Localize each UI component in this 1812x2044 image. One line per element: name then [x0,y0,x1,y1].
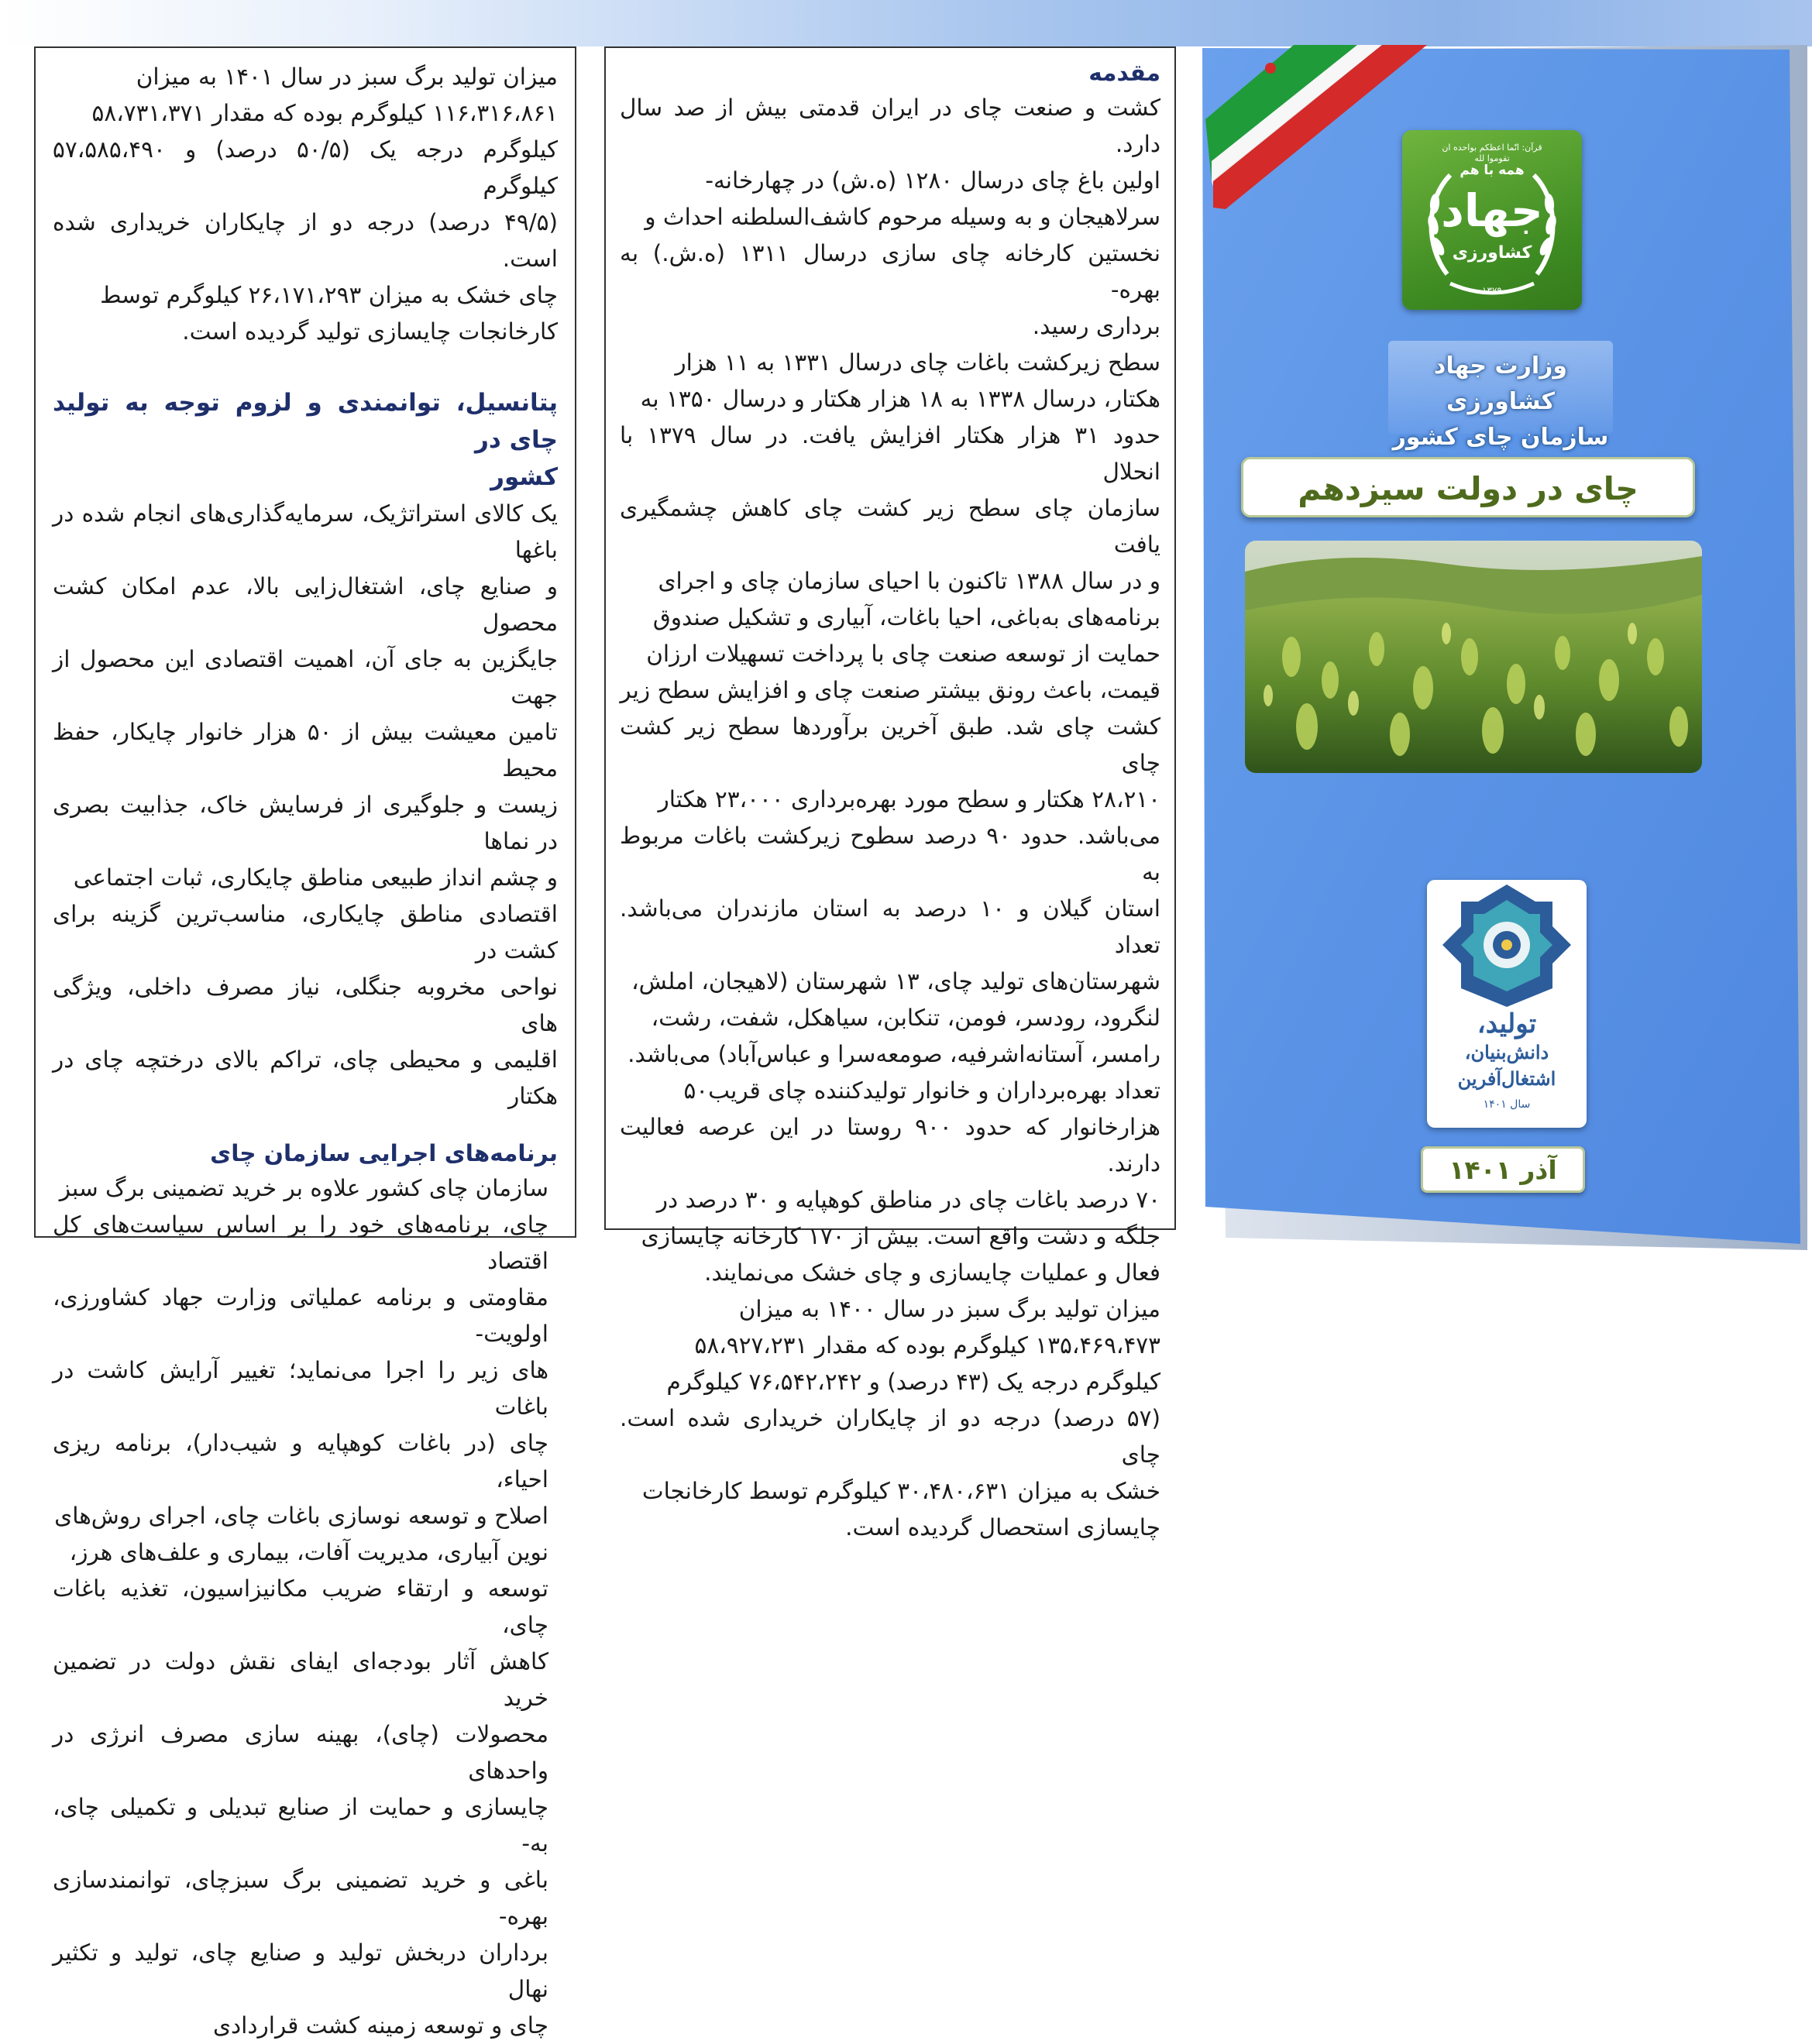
text-line: قیمت، باعث رونق بیشتر صنعت چای و افزایش سطح زیر [620,677,1160,703]
text-line: تامین معیشت بیش از ۵۰ هزار خانوار چایکار، حفظ محیط [53,719,558,782]
text-line: نواحی مخروبه جنگلی، نیاز مصرف داخلی، ویژگی های [53,974,558,1036]
text-line: توسعه و ارتقاء ضریب مکانیزاسیون، تغذیه باغات چای، [53,1575,548,1638]
text-line: کاهش آثار بودجه‌ای ایفای نقش دولت در تضمین خرید [53,1648,548,1711]
text-line: اصلاح و توسعه نوسازی باغات چای، اجرای روش‌های [54,1503,548,1529]
text-line: های زیر را اجرا می‌نماید؛ تغییر آرایش کاشت در باغات [53,1357,548,1420]
text-line: سازمان چای سطح زیر کشت چای کاهش چشمگیری یافت [620,495,1160,558]
programs-paragraph [53,1170,558,2044]
text-line: و صنایع چای، اشتغال‌زایی بالا، عدم امکان کشت محصول [53,573,558,636]
text-line: میزان تولید برگ سبز در سال ۱۴۰۰ به میزان [738,1296,1160,1322]
production-1401-paragraph [53,59,558,350]
text-line: فعال و عملیات چایسازی و چای خشک می‌نمایند. [704,1259,1160,1286]
text-line: حمایت از توسعه صنعت چای با پرداخت تسهیلات ارزان [646,641,1160,667]
logo-year: ۱۳۷۹ [1482,285,1502,296]
year-slogan-emblem [1427,880,1587,1128]
text-line: چایسازی استحصال گردیده است. [845,1514,1160,1541]
text-line: زیست و جلوگیری از فرسایش خاک، جذابیت بصری در نماها [53,792,558,854]
ministry-caption [1388,341,1613,451]
text-line: می‌باشد. حدود ۹۰ درصد سطوح زیرکشت باغات مربوط به [620,823,1160,885]
text-line: و چشم انداز طبیعی مناطق چایکاری، ثبات اجتماعی [73,864,558,891]
text-line: (۵۷ درصد) درجه دو از چایکاران خریداری شده است. چای [620,1405,1160,1468]
ministry-name: وزارت جهاد کشاورزی [1433,352,1568,415]
text-line: مقاومتی و برنامه عملیاتی وزارت جهاد کشاورزی، اولویت- [53,1284,548,1347]
text-line: اقتصادی مناطق چایکاری، مناسب‌ترین گزینه برای کشت در [53,901,558,964]
text-line: اقلیمی و محیطی چای، تراکم بالای درختچه چای در هکتار [53,1046,558,1109]
text-line: برنامه‌های به‌باغی، احیا باغات، آبیاری و تشکیل صندوق [652,604,1160,630]
text-line: استان گیلان و ۱۰ درصد به استان مازندران می‌باشد. تعداد [620,895,1160,958]
text-line: ۱۱۶،۳۱۶،۸۶۱ کیلوگرم بوده که مقدار ۵۸،۷۳۱،۳۷۱ [91,100,558,126]
text-line: تعداد بهره‌برداران و خانوار تولیدکننده چای قریب۵۰ [683,1077,1160,1104]
text-line: شهرستان‌های تولید چای، ۱۳ شهرستان (لاهیجان، املش، [631,968,1160,995]
jahad-logo [1402,130,1582,310]
text-line: جایگزین به جای آن، اهمیت اقتصادی این محصول از جهت [53,646,558,709]
slogan-line-2: دانش‌بنیان، [1464,1041,1549,1063]
text-line: چای (در باغات کوهپایه و شیب‌دار)، برنامه ریزی احیاء، [53,1430,548,1493]
text-line: برداری رسید. [1032,313,1160,339]
programs-heading: برنامه‌های اجرایی سازمان چای [210,1140,558,1166]
text-line: چای خشک به میزان ۲۶،۱۷۱،۲۹۳ کیلوگرم توسط [100,282,558,308]
left-text-column [34,46,576,2039]
introduction-paragraph [620,90,1160,1546]
text-line: جلگه و دشت واقع است. بیش از ۱۷۰ کارخانه چایسازی [641,1223,1160,1249]
text-line: میزان تولید برگ سبز در سال ۱۴۰۱ به میزان [136,64,558,90]
text-line: نخستین کارخانه چای سازی درسال ۱۳۱۱ (ه.ش.) به بهره- [620,240,1160,303]
text-line: باغی و خرید تضمینی برگ سبزچای، توانمندسازی بهره- [53,1867,548,1929]
text-line: کیلوگرم درجه یک (۵۰/۵ درصد) و ۵۷،۵۸۵،۴۹۰ کیلوگرم [53,136,558,199]
issue-date: آذر ۱۴۰۱ [1421,1146,1585,1193]
organization-name: سازمان چای کشور [1392,424,1609,451]
text-line: سازمان چای کشور علاوه بر خرید تضمینی برگ سبز [59,1175,548,1201]
slogan-year: سال ۱۴۰۱ [1483,1098,1531,1111]
cover-panel [1202,45,1807,1250]
logo-main-word: جهاد [1441,184,1543,237]
text-line: حدود ۳۱ هزار هکتار افزایش یافت. در سال ۱۳۷۹ با انحلال [620,422,1160,485]
logo-sub-word: کشاورزی [1452,243,1532,263]
text-line: کارخانجات چایسازی تولید گردیده است. [182,318,558,345]
text-line: اولین باغ چای درسال ۱۲۸۰ (ه.ش) در چهارخانه- [705,167,1160,194]
potential-heading [53,384,558,496]
text-line: ۲۸،۲۱۰ هکتار و سطح مورد بهره‌برداری ۲۳،۰۰۰ هکتار [658,786,1160,812]
text-line: ۱۳۵،۴۶۹،۴۷۳ کیلوگرم بوده که مقدار ۵۸،۹۲۷،۲۳۱ [694,1332,1160,1359]
text-line: نوین آبیاری، مدیریت آفات، بیماری و علف‌های هرز، [69,1539,548,1565]
heading-line: پتانسیل، توانمندی و لزوم توجه به تولید چای در [53,389,558,454]
text-line: هکتار، درسال ۱۳۳۸ به ۱۸ هزار هکتار و درسال ۱۳۵۰ به [640,386,1160,412]
text-line: چای، برنامه‌های خود را بر اساس سیاست‌های کل اقتصاد [53,1211,548,1274]
text-line: کیلوگرم درجه یک (۴۳ درصد) و ۷۶،۵۴۲،۲۴۲ کیلوگرم [666,1369,1160,1395]
slogan-line-3: اشتغال‌آفرین [1457,1067,1556,1090]
text-line: لنگرود، رودسر، فومن، تنکابن، سیاهکل، شفت، رشت، [651,1005,1160,1031]
logo-top-text: همه با هم [1460,163,1525,178]
header-band [0,0,1812,46]
text-line: خشک به میزان ۳۰،۴۸۰،۶۳۱ کیلوگرم توسط کارخانجات [641,1478,1160,1504]
heading-line: کشور [490,463,558,491]
text-line: چای و توسعه زمینه کشت قراردادی [212,2012,548,2039]
text-line: برداران دربخش تولید و صنایع چای، تولید و تکثیر نهال [53,1939,548,2002]
text-line: کشت چای شد. طبق آخرین برآوردها سطح زیر کشت چای [620,713,1160,776]
text-line: و در سال ۱۳۸۸ تاکنون با احیای سازمان چای و اجرای [658,568,1160,594]
text-line: محصولات (چای)، بهینه سازی مصرف انرژی در واحدهای [53,1721,548,1784]
text-line: رامسر، آستانه‌اشرفیه، صومعه‌سرا و عباس‌آباد) می‌باشد. [627,1041,1160,1067]
introduction-heading: مقدمه [1088,60,1160,86]
text-line: (۴۹/۵ درصد) درجه دو از چایکاران خریداری شده است. [53,209,558,272]
text-line: سرلاهیجان و به وسیله مرحوم کاشف‌السلطنه احداث و [645,204,1160,230]
slogan-line-1: تولید، [1477,1008,1537,1039]
potential-paragraph [53,496,558,1115]
text-line: یک کالای استراتژیک، سرمایه‌گذاری‌های انجام شده در باغها [53,500,558,563]
text-line: سطح زیرکشت باغات چای درسال ۱۳۳۱ به ۱۱ هزار [675,349,1160,376]
text-line: کشت و صنعت چای در ایران قدمتی بیش از صد سال دارد. [620,94,1160,157]
tea-plantation-photo [1245,541,1702,773]
text-line: هزارخانوار که حدود ۹۰۰ روستا در این عرصه فعالیت دارند. [620,1114,1160,1177]
text-line: ۷۰ درصد باغات چای در مناطق کوهپایه و ۳۰ درصد در [656,1187,1160,1213]
middle-text-column [604,46,1176,1541]
text-line: چایسازی و حمایت از صنایع تبدیلی و تکمیلی چای، به- [53,1794,548,1857]
logo-arc-text: قرآن: انّما اعظکم بواحده ان تقوموا لله [1442,143,1542,163]
brochure-title: چای در دولت سیزدهم [1241,457,1695,517]
tile-ornament-icon [1427,880,1587,1012]
